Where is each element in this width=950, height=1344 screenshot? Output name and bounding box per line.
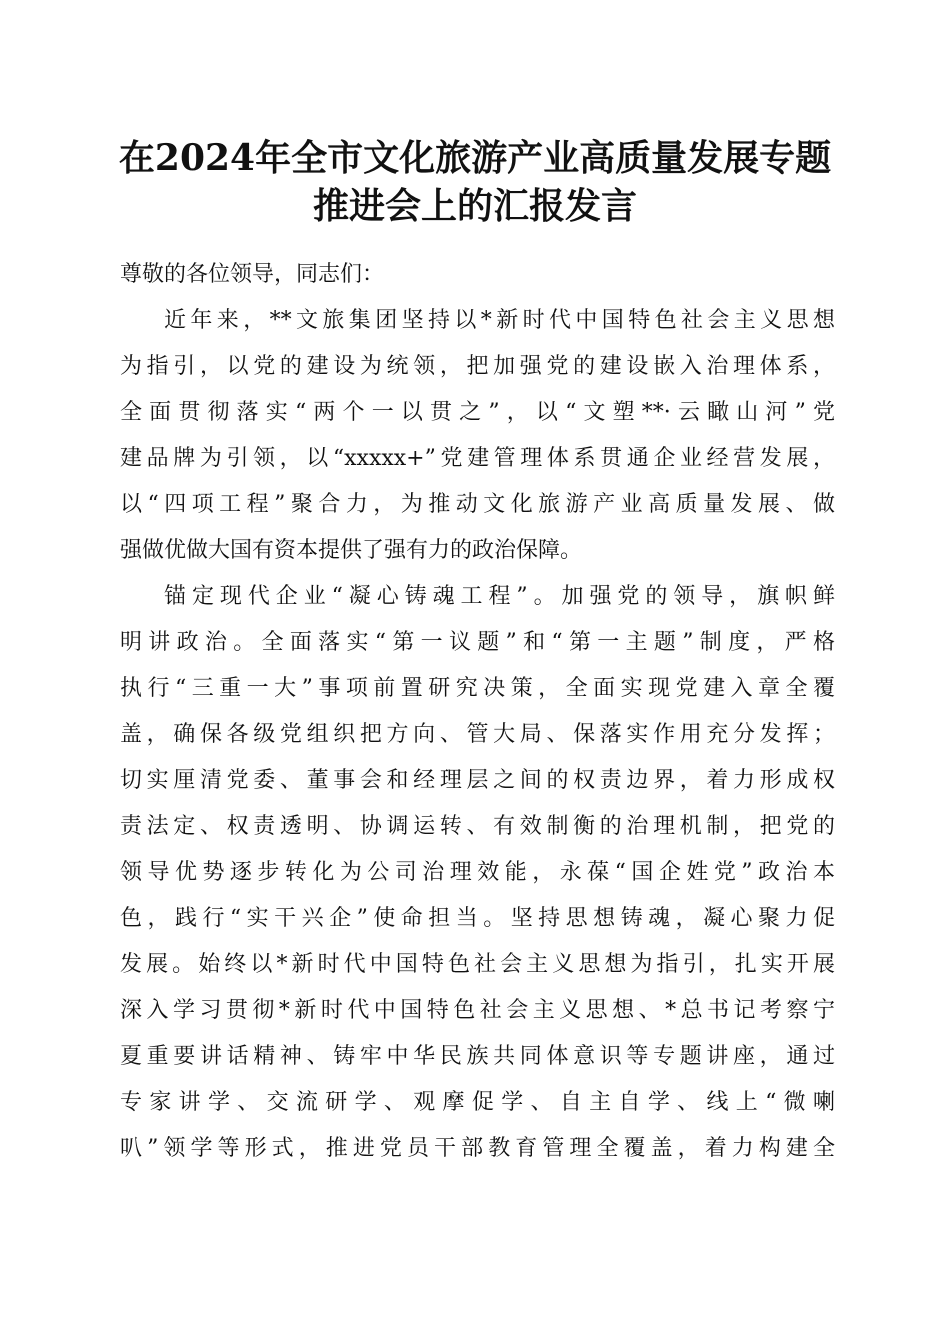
paragraph-line: 深入学习贯彻*新时代中国特色社会主义思想、*总书记考察宁 (120, 998, 835, 1023)
paragraph-line: 责法定、权责透明、协调运转、有效制衡的治理机制，把党的 (120, 814, 835, 839)
paragraph-line: 近年来，**文旅集团坚持以*新时代中国特色社会主义思想 (164, 308, 835, 333)
title-line-2: 推进会上的汇报发言 (312, 185, 637, 227)
document-title (80, 134, 870, 230)
paragraph-line: 色，践行“实干兴企”使命担当。坚持思想铸魂，凝心聚力促 (120, 906, 835, 931)
paragraph-line: 执行“三重一大”事项前置研究决策，全面实现党建入章全覆 (120, 676, 835, 701)
paragraph-line: 切实厘清党委、董事会和经理层之间的权责边界，着力形成权 (120, 768, 835, 793)
paragraph-line: 领导优势逐步转化为公司治理效能，永葆“国企姓党”政治本 (120, 860, 835, 885)
paragraph-line: 明讲政治。全面落实“第一议题”和“第一主题”制度，严格 (120, 630, 835, 655)
paragraph-2 (120, 574, 835, 1172)
greeting: 尊敬的各位领导，同志们： (120, 262, 385, 287)
paragraph-line: 强做优做大国有资本提供了强有力的政治保障。 (120, 538, 583, 563)
paragraph-line: 全面贯彻落实“两个一以贯之”，以“文塑**·云瞰山河”党 (120, 400, 835, 425)
paragraph-line: 以“四项工程”聚合力，为推动文化旅游产业高质量发展、做 (120, 492, 835, 517)
paragraph-line: 锚定现代企业“凝心铸魂工程”。加强党的领导，旗帜鲜 (164, 584, 835, 609)
paragraph-line: 建品牌为引领，以“xxxxx+”党建管理体系贯通企业经营发展， (120, 446, 835, 471)
paragraph-line: 叭”领学等形式，推进党员干部教育管理全覆盖，着力构建全 (120, 1136, 835, 1161)
paragraph-line: 为指引，以党的建设为统领，把加强党的建设嵌入治理体系， (120, 354, 835, 379)
paragraph-line: 专家讲学、交流研学、观摩促学、自主自学、线上“微喇 (120, 1090, 835, 1115)
paragraph-line: 夏重要讲话精神、铸牢中华民族共同体意识等专题讲座，通过 (120, 1044, 835, 1069)
paragraph-line: 盖，确保各级党组织把方向、管大局、保落实作用充分发挥； (120, 722, 835, 747)
paragraph-line: 发展。始终以*新时代中国特色社会主义思想为指引，扎实开展 (120, 952, 835, 977)
document-body (120, 252, 835, 1172)
title-line-1: 在2024年全市文化旅游产业高质量发展专题 (118, 137, 832, 179)
paragraph-1 (120, 298, 835, 574)
